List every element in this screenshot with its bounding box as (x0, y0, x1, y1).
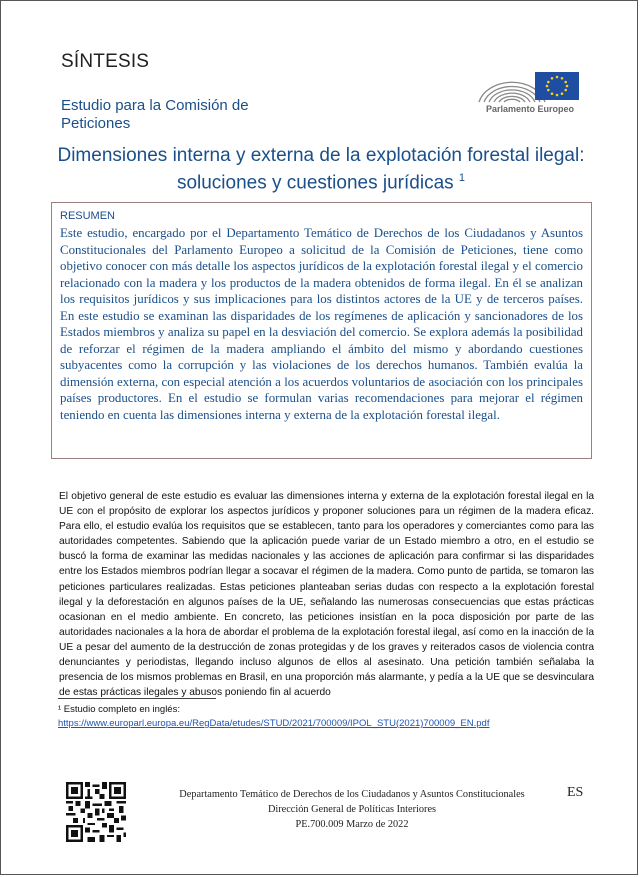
footnote-divider (58, 698, 216, 699)
footer-directorate: Dirección General de Políticas Interiores (267, 804, 437, 815)
footer-department: Departamento Temático de Derechos de los Ciudadanos y Asuntos Constitucionales (179, 789, 525, 800)
document-subtitle: Estudio para la Comisión de Peticiones (61, 97, 249, 132)
footer-text (142, 787, 562, 832)
summary-text: Este estudio, encargado por el Departamento Temático de Derechos de los Ciudadanos y Asuntos Constitucionales del Parlamento Europeo a solicitud de la Comisión de Peticiones, tiene como objetivo conocer con más detalle los aspectos jurídicos de la explotación forestal ilegal y el comercio relacionado con la madera y los productos de la madera obtenidos de forma ilegal. En él se analizan los requisitos jurídicos y sus implicaciones para los distintos actores de la UE y de terceros países. En este estudio se examinan las disparidades de los regímenes de aplicación y sancionadores de los Estados miembros y analiza su papel en la desviación del comercio. Se explora además la posibilidad de reforzar el régimen de la madera ampliando el ámbito del mismo y abordando cuestiones subyacentes como la corrupción y las violaciones de los derechos humanos. También evalúa la dimensión externa, con especial atención a los acuerdos voluntarios de asociación con los principales países productores. En el estudio se formulan varias recomendaciones para mejorar el régimen teniendo en cuenta las dimensiones interna y externa de la explotación forestal ilegal. (60, 226, 583, 423)
logo-caption: Parlamento Europeo (485, 104, 575, 114)
document-title (51, 144, 591, 194)
footnote-label: ¹ Estudio completo en inglés: (58, 704, 180, 715)
title-footnote-ref: 1 (458, 172, 466, 184)
document-type-heading: SÍNTESIS (61, 51, 150, 72)
summary-box (51, 202, 592, 459)
qr-code-icon (66, 782, 126, 842)
footnote-link[interactable]: https://www.europarl.europa.eu/RegData/etudes/STUD/2021/700009/IPOL_STU(2021)700009_EN.pdf (58, 718, 490, 729)
summary-label: RESUMEN (60, 210, 116, 222)
title-text: Dimensiones interna y externa de la explotación forestal ilegal: soluciones y cuestiones jurídicas (57, 145, 585, 194)
footer-reference: PE.700.009 Marzo de 2022 (295, 819, 409, 830)
body-paragraph: El objetivo general de este estudio es evaluar las dimensiones interna y externa de la explotación forestal ilegal en la UE con el propósito de explorar los aspectos jurídicos y proponer soluciones para un régimen de la madera eficaz. Para ello, el estudio evalúa los requisitos que se establecen, tanto para los operadores y comerciantes como para las autoridades competentes. Sabiendo que la aplicación puede variar de un Estado miembro a otro, en el estudio se buscó la forma de examinar las medidas nacionales y las acciones de aplicación para confirmar si las disparidades entre los Estados miembros podrían llegar a socavar el régimen de la madera. Como punto de partida, se tomaron las peticiones particulares realizadas. Estas peticiones planteaban serias dudas con respecto a la explotación forestal ilegal y la deforestación en algunos países de la UE, señalando las numerosas consecuencias que estas prácticas ocasionan en el medio ambiente. En concreto, las peticiones insistían en la poca disposición por parte de las autoridades nacionales a la hora de abordar el problema de la explotación forestal ilegal, así como en la inacción de la UE a pesar del aumento de la destrucción de zonas protegidas y de los graves y reiterados casos de violencia contra denunciantes y periodistas, llegando incluso algunos de ellos al asesinato. Una petición también señalaba la presencia de los mismos problemas en Brasil, en una proporción más alarmante, y pedía a la UE que se desvinculara de estas prácticas ilegales y abusos poniendo fin al acuerdo (59, 491, 594, 699)
language-code: ES (567, 785, 584, 800)
